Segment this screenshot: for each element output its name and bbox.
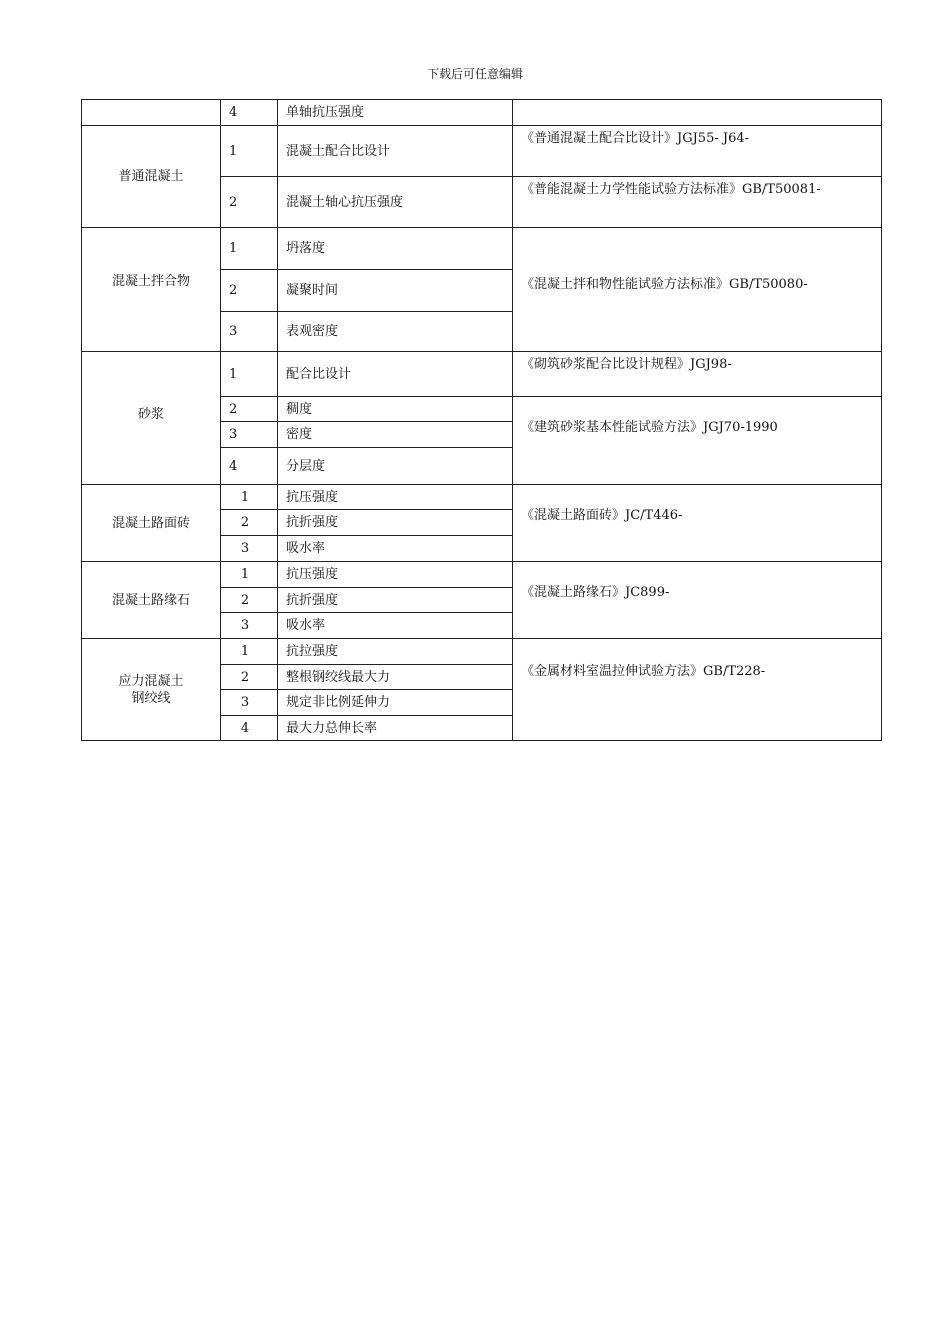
row-number: 4	[221, 716, 278, 741]
row-number: 1	[221, 126, 278, 177]
test-item: 最大力总伸长率	[278, 716, 513, 741]
row-number: 3	[221, 422, 278, 448]
row-number: 2	[221, 588, 278, 613]
test-item: 密度	[278, 422, 513, 448]
test-item: 配合比设计	[278, 352, 513, 397]
standard-cell: 《金属材料室温拉伸试验方法》GB/T228-	[513, 639, 882, 741]
test-item: 抗拉强度	[278, 639, 513, 665]
test-item: 抗折强度	[278, 588, 513, 613]
table-row	[82, 562, 882, 588]
table-row	[82, 126, 882, 177]
standard-cell: 《混凝土路面砖》JC/T446-	[513, 485, 882, 562]
row-number: 2	[221, 665, 278, 690]
test-item: 坍落度	[278, 228, 513, 270]
test-item: 规定非比例延伸力	[278, 690, 513, 716]
row-number: 1	[221, 352, 278, 397]
standard-cell: 《建筑砂浆基本性能试验方法》JGJ70-1990	[513, 397, 882, 485]
test-item: 抗压强度	[278, 562, 513, 588]
test-item: 稠度	[278, 397, 513, 422]
standard-cell	[513, 100, 882, 126]
category-cell: 普通混凝土	[82, 126, 221, 228]
category-cell	[82, 100, 221, 126]
test-item: 吸水率	[278, 536, 513, 562]
row-number: 1	[221, 562, 278, 588]
test-item: 混凝土轴心抗压强度	[278, 177, 513, 228]
standard-cell: 《普通混凝土配合比设计》JGJ55- J64-	[513, 126, 882, 177]
test-item: 单轴抗压强度	[278, 100, 513, 126]
standard-cell: 《普能混凝土力学性能试验方法标准》GB/T50081-	[513, 177, 882, 228]
test-item: 分层度	[278, 448, 513, 485]
test-item: 抗折强度	[278, 510, 513, 536]
test-item: 整根钢绞线最大力	[278, 665, 513, 690]
standard-cell: 《混凝土拌和物性能试验方法标准》GB/T50080-	[513, 228, 882, 352]
table-row	[82, 100, 882, 126]
row-number: 2	[221, 510, 278, 536]
test-item: 凝聚时间	[278, 270, 513, 312]
category-line-1: 应力混凝土	[118, 673, 184, 689]
test-item: 抗压强度	[278, 485, 513, 510]
row-number: 2	[221, 270, 278, 312]
page-header: 下载后可任意编辑	[426, 67, 523, 81]
row-number: 3	[221, 613, 278, 639]
category-cell: 混凝土路缘石	[82, 562, 221, 639]
row-number: 1	[221, 639, 278, 665]
row-number: 2	[221, 177, 278, 228]
row-number: 4	[221, 100, 278, 126]
category-line-2: 钢绞线	[131, 690, 171, 706]
test-item: 混凝土配合比设计	[278, 126, 513, 177]
row-number: 3	[221, 690, 278, 716]
category-cell: 混凝土拌合物	[82, 228, 221, 352]
table-row	[82, 639, 882, 665]
table-row	[82, 228, 882, 270]
standard-cell: 《混凝土路缘石》JC899-	[513, 562, 882, 639]
table-row	[82, 352, 882, 397]
table-row	[82, 485, 882, 510]
standard-cell: 《砌筑砂浆配合比设计规程》JGJ98-	[513, 352, 882, 397]
row-number: 4	[221, 448, 278, 485]
category-cell	[82, 639, 221, 741]
row-number: 1	[221, 485, 278, 510]
row-number: 3	[221, 312, 278, 352]
category-cell: 砂浆	[82, 352, 221, 485]
row-number: 3	[221, 536, 278, 562]
test-item: 吸水率	[278, 613, 513, 639]
category-cell: 混凝土路面砖	[82, 485, 221, 562]
test-standards-table	[81, 99, 882, 741]
row-number: 2	[221, 397, 278, 422]
test-item: 表观密度	[278, 312, 513, 352]
row-number: 1	[221, 228, 278, 270]
